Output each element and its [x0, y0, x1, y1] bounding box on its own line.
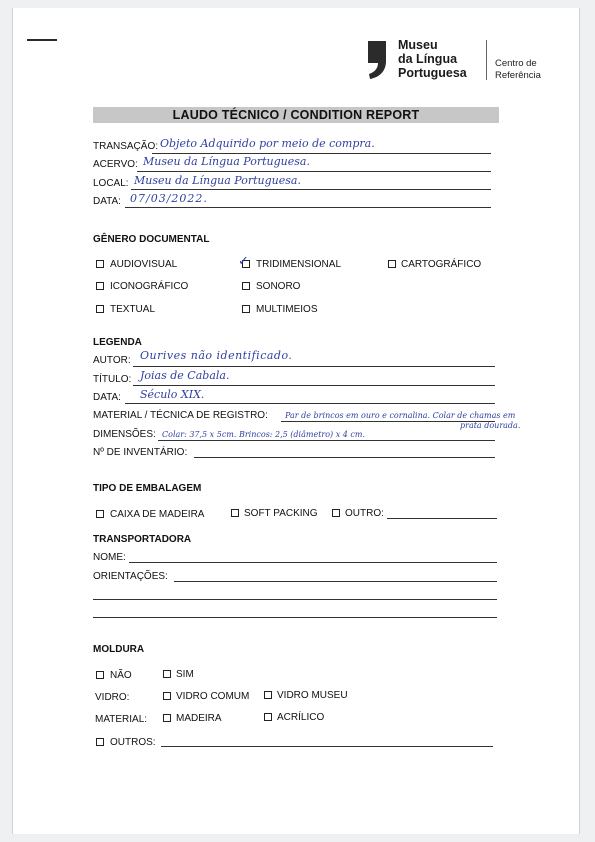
sonoro-checkbox[interactable] [242, 282, 250, 290]
sim-label: SIM [176, 669, 194, 680]
local-label: LOCAL: [93, 178, 129, 189]
outro-label: OUTRO: [345, 508, 384, 519]
iconografico-checkbox[interactable] [96, 282, 104, 290]
transacao-value: Objeto Adquirido por meio de compra. [160, 137, 375, 150]
tridimensional-label: TRIDIMENSIONAL [256, 259, 342, 270]
logo-subtitle: Centro de Referência [495, 58, 541, 81]
nao-label: NÃO [110, 670, 132, 681]
legenda-data-field[interactable] [125, 403, 495, 404]
inventario-label: Nº DE INVENTÁRIO: [93, 447, 188, 458]
report-title: LAUDO TÉCNICO / CONDITION REPORT [93, 107, 499, 123]
acrilico-checkbox[interactable] [264, 713, 272, 721]
autor-label: AUTOR: [93, 355, 131, 366]
material-label: MATERIAL / TÉCNICA DE REGISTRO: [93, 410, 268, 421]
acervo-field[interactable] [137, 171, 491, 172]
acervo-value: Museu da Língua Portuguesa. [143, 155, 310, 168]
outros-label: OUTROS: [110, 737, 156, 748]
cartografico-label: CARTOGRÁFICO [401, 259, 482, 270]
outro-field[interactable] [387, 518, 497, 519]
material-value-continued: prata dourada. [460, 421, 521, 430]
titulo-label: TÍTULO: [93, 374, 132, 385]
vidro-museu-label: VIDRO MUSEU [277, 690, 348, 701]
local-field[interactable] [131, 189, 491, 190]
orientacoes-label: ORIENTAÇÕES: [93, 571, 168, 582]
orientacoes-field[interactable] [174, 581, 497, 582]
titulo-field[interactable] [133, 385, 495, 386]
dimensoes-field[interactable] [158, 440, 495, 441]
genero-heading: GÊNERO DOCUMENTAL [93, 234, 210, 245]
textual-checkbox[interactable] [96, 305, 104, 313]
soft-packing-checkbox[interactable] [231, 509, 239, 517]
logo-divider [486, 40, 487, 80]
nao-checkbox[interactable] [96, 671, 104, 679]
textual-label: TEXTUAL [110, 304, 156, 315]
transportadora-heading: TRANSPORTADORA [93, 534, 192, 545]
data-value: 07/03/2022. [130, 192, 208, 205]
autor-field[interactable] [133, 366, 495, 367]
madeira-checkbox[interactable] [163, 714, 171, 722]
titulo-value: Joias de Cabala. [140, 369, 230, 382]
transacao-label: TRANSAÇÃO: [93, 141, 159, 152]
orientacoes-field-line-3[interactable] [93, 617, 497, 618]
data-field[interactable] [125, 207, 491, 208]
sonoro-label: SONORO [256, 281, 301, 292]
audiovisual-checkbox[interactable] [96, 260, 104, 268]
madeira-label: MADEIRA [176, 713, 222, 724]
check-mark-icon: ✓ [238, 254, 249, 269]
moldura-material-label: MATERIAL: [95, 714, 148, 725]
dimensoes-label: DIMENSÕES: [93, 429, 156, 440]
moldura-heading: MOLDURA [93, 644, 145, 655]
nome-label: NOME: [93, 552, 126, 563]
legenda-data-label: DATA: [93, 392, 121, 403]
museum-logo-text: Museu da Língua Portuguesa [398, 38, 467, 80]
material-value: Par de brincos em ouro e cornalina. Colar de chamas em [285, 411, 516, 420]
pen-mark [27, 39, 57, 41]
nome-field[interactable] [129, 562, 497, 563]
outros-checkbox[interactable] [96, 738, 104, 746]
sim-checkbox[interactable] [163, 670, 171, 678]
embalagem-heading: TIPO DE EMBALAGEM [93, 483, 202, 494]
cartografico-checkbox[interactable] [388, 260, 396, 268]
multimeios-label: MULTIMEIOS [256, 304, 318, 315]
acrilico-label: ACRÍLICO [277, 712, 325, 723]
legenda-heading: LEGENDA [93, 337, 142, 348]
data-label: DATA: [93, 196, 121, 207]
vidro-museu-checkbox[interactable] [264, 691, 272, 699]
inventario-field[interactable] [194, 457, 495, 458]
caixa-madeira-label: CAIXA DE MADEIRA [110, 509, 205, 520]
orientacoes-field-line-2[interactable] [93, 599, 497, 600]
vidro-comum-label: VIDRO COMUM [176, 691, 250, 702]
vidro-label: VIDRO: [95, 692, 130, 703]
audiovisual-label: AUDIOVISUAL [110, 259, 178, 270]
iconografico-label: ICONOGRÁFICO [110, 281, 189, 292]
outro-checkbox[interactable] [332, 509, 340, 517]
multimeios-checkbox[interactable] [242, 305, 250, 313]
outros-field[interactable] [161, 746, 493, 747]
autor-value: Ourives não identificado. [140, 349, 293, 362]
local-value: Museu da Língua Portuguesa. [134, 174, 301, 187]
soft-packing-label: SOFT PACKING [244, 508, 318, 519]
dimensoes-value: Colar: 37,5 x 5cm. Brincos: 2,5 (diâmetro) x 4 cm. [162, 430, 366, 439]
legenda-data-value: Século XIX. [140, 388, 205, 401]
transacao-field[interactable] [152, 153, 491, 154]
caixa-madeira-checkbox[interactable] [96, 510, 104, 518]
acervo-label: ACERVO: [93, 159, 138, 170]
vidro-comum-checkbox[interactable] [163, 692, 171, 700]
comma-logo-icon [366, 41, 388, 79]
